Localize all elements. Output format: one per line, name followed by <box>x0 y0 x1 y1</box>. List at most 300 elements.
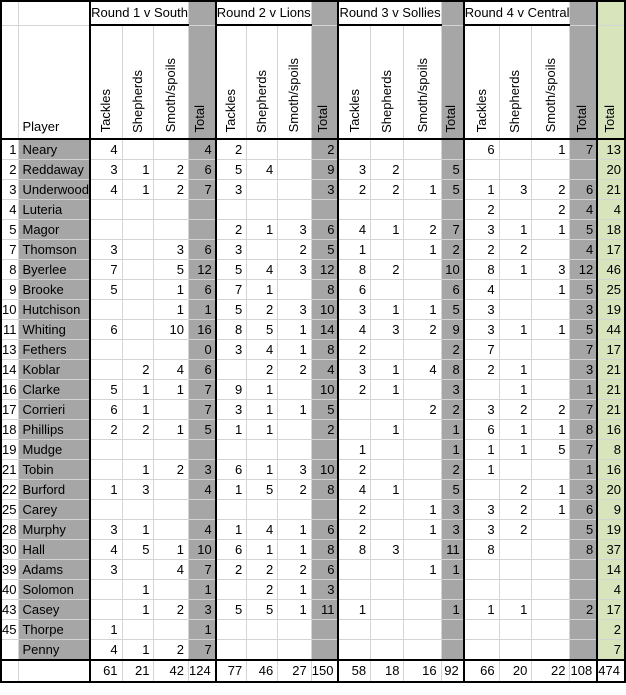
round-total-cell: 5 <box>570 319 597 339</box>
stat-cell: 7 <box>216 279 247 299</box>
stat-cell: 3 <box>278 259 311 279</box>
stat-cell <box>499 199 532 219</box>
round-3-stat-header <box>441 25 464 139</box>
round-total-cell: 7 <box>188 379 215 399</box>
stat-cell: 2 <box>338 339 370 359</box>
column-total: 20 <box>499 660 532 682</box>
stat-cell: 1 <box>247 379 278 399</box>
stat-cell: 5 <box>247 319 278 339</box>
stat-cell: 1 <box>532 219 570 239</box>
round-total-cell: 6 <box>311 219 338 239</box>
stat-cell: 3 <box>499 179 532 199</box>
stat-cell: 2 <box>154 459 189 479</box>
number-header <box>1 25 19 139</box>
grand-total-header <box>597 25 625 139</box>
stat-cell: 7 <box>464 339 499 359</box>
player-grand-total: 44 <box>597 319 625 339</box>
round-total-cell <box>570 579 597 599</box>
stat-cell <box>532 539 570 559</box>
player-number: 9 <box>1 279 19 299</box>
stat-cell: 3 <box>464 219 499 239</box>
stat-cell: 1 <box>404 299 441 319</box>
round-total-cell: 10 <box>311 299 338 319</box>
stat-cell: 3 <box>464 499 499 519</box>
stat-cell <box>216 499 247 519</box>
round-total-cell: 5 <box>570 219 597 239</box>
stat-cell: 1 <box>371 359 404 379</box>
stat-cell: 1 <box>278 599 311 619</box>
stat-cell: 2 <box>532 199 570 219</box>
stat-cell: 3 <box>216 399 247 419</box>
round-total-cell: 4 <box>188 519 215 539</box>
round-total-cell <box>441 579 464 599</box>
stat-header-label: Tackles <box>346 89 362 133</box>
stat-cell: 1 <box>247 459 278 479</box>
player-grand-total: 16 <box>597 459 625 479</box>
table-row <box>1 559 625 579</box>
column-total: 21 <box>122 660 154 682</box>
stat-cell: 2 <box>499 519 532 539</box>
stat-cell: 1 <box>278 539 311 559</box>
stat-cell: 3 <box>90 239 122 259</box>
stat-cell: 1 <box>154 299 189 319</box>
round-total-cell: 3 <box>570 299 597 319</box>
player-name: Thorpe <box>19 619 90 639</box>
stat-cell: 1 <box>216 419 247 439</box>
stat-cell: 4 <box>338 479 370 499</box>
table-row <box>1 379 625 399</box>
round-total-cell: 6 <box>570 499 597 519</box>
round-total-cell: 2 <box>311 419 338 439</box>
column-total: 150 <box>311 660 338 682</box>
stat-cell <box>499 579 532 599</box>
round-4-title: Round 4 v Central <box>464 1 570 25</box>
stat-cell <box>122 559 154 579</box>
stat-cell: 1 <box>154 379 189 399</box>
player-name: Reddaway <box>19 159 90 179</box>
stat-cell: 1 <box>122 159 154 179</box>
stat-cell <box>122 499 154 519</box>
stat-cell <box>154 519 189 539</box>
stat-cell <box>532 379 570 399</box>
round-total-cell: 11 <box>441 539 464 559</box>
stat-cell: 2 <box>338 179 370 199</box>
stat-cell <box>154 219 189 239</box>
table-row <box>1 519 625 539</box>
stat-cell: 1 <box>532 319 570 339</box>
stat-cell: 2 <box>278 359 311 379</box>
stat-cell: 2 <box>464 239 499 259</box>
round-total-cell: 10 <box>441 259 464 279</box>
player-name: Solomon <box>19 579 90 599</box>
round-2-total-spacer <box>311 1 338 25</box>
stat-cell: 4 <box>247 159 278 179</box>
stat-cell: 5 <box>247 599 278 619</box>
stat-header-label: Tackles <box>98 89 114 133</box>
round-total-cell: 12 <box>188 259 215 279</box>
table-row <box>1 159 625 179</box>
round-total-cell: 8 <box>441 359 464 379</box>
stat-cell <box>499 559 532 579</box>
stat-cell: 6 <box>338 279 370 299</box>
table-row <box>1 359 625 379</box>
stat-cell <box>532 239 570 259</box>
round-total-cell: 8 <box>311 279 338 299</box>
player-name: Koblar <box>19 359 90 379</box>
stat-cell <box>404 439 441 459</box>
stat-cell: 3 <box>90 159 122 179</box>
table-row <box>1 179 625 199</box>
player-name: Carey <box>19 499 90 519</box>
round-total-cell: 2 <box>441 239 464 259</box>
stat-cell <box>371 619 404 639</box>
round-1-stat-header <box>90 25 122 139</box>
stat-cell <box>90 339 122 359</box>
stat-cell: 1 <box>464 599 499 619</box>
stat-cell <box>122 299 154 319</box>
stat-cell: 1 <box>278 319 311 339</box>
stat-cell: 2 <box>499 479 532 499</box>
round-total-cell: 16 <box>188 319 215 339</box>
round-total-cell: 3 <box>441 499 464 519</box>
player-name: Burford <box>19 479 90 499</box>
stat-cell <box>499 339 532 359</box>
round-total-cell: 2 <box>311 139 338 160</box>
stat-cell: 2 <box>371 179 404 199</box>
player-name: Underwood <box>19 179 90 199</box>
stat-cell <box>216 619 247 639</box>
round-total-cell <box>441 199 464 219</box>
stat-cell <box>338 419 370 439</box>
stat-cell: 1 <box>499 319 532 339</box>
round-2-title: Round 2 v Lions <box>216 1 311 25</box>
stat-header-label: Total <box>192 105 208 133</box>
stat-cell: 2 <box>247 559 278 579</box>
stat-cell: 1 <box>371 479 404 499</box>
player-number: 8 <box>1 259 19 279</box>
stat-cell <box>464 159 499 179</box>
stat-cell: 4 <box>404 359 441 379</box>
table-row <box>1 479 625 499</box>
stat-cell <box>532 599 570 619</box>
round-total-cell: 4 <box>311 359 338 379</box>
round-total-cell <box>188 499 215 519</box>
round-total-cell: 6 <box>311 519 338 539</box>
column-total: 92 <box>441 660 464 682</box>
player-name: Hall <box>19 539 90 559</box>
round-total-cell: 7 <box>188 399 215 419</box>
stat-cell: 1 <box>278 519 311 539</box>
stat-cell <box>532 339 570 359</box>
stat-cell: 1 <box>499 419 532 439</box>
player-number: 28 <box>1 519 19 539</box>
stat-cell: 2 <box>278 559 311 579</box>
stat-cell: 1 <box>499 379 532 399</box>
stat-cell: 2 <box>532 179 570 199</box>
player-grand-total: 2 <box>597 619 625 639</box>
player-number: 21 <box>1 459 19 479</box>
player-grand-total: 9 <box>597 499 625 519</box>
round-total-cell: 12 <box>311 259 338 279</box>
stat-cell <box>371 399 404 419</box>
stat-cell: 1 <box>122 179 154 199</box>
stat-cell <box>154 479 189 499</box>
stat-cell <box>338 559 370 579</box>
stat-cell <box>371 639 404 660</box>
round-total-cell: 1 <box>441 419 464 439</box>
stat-cell: 3 <box>216 179 247 199</box>
stat-cell: 1 <box>464 179 499 199</box>
round-total-cell: 7 <box>441 219 464 239</box>
stat-cell: 1 <box>338 599 370 619</box>
round-total-cell: 4 <box>570 239 597 259</box>
stat-cell <box>499 539 532 559</box>
stat-cell: 1 <box>122 519 154 539</box>
round-total-cell: 4 <box>188 139 215 160</box>
table-row <box>1 639 625 660</box>
stat-cell: 4 <box>247 259 278 279</box>
stat-cell: 2 <box>338 519 370 539</box>
round-total-cell: 3 <box>570 359 597 379</box>
stat-cell: 4 <box>338 319 370 339</box>
column-total: 77 <box>216 660 247 682</box>
player-number: 40 <box>1 579 19 599</box>
stat-cell <box>90 579 122 599</box>
round-total-cell <box>311 619 338 639</box>
stat-cell: 4 <box>247 519 278 539</box>
player-number: 39 <box>1 559 19 579</box>
stat-cell: 2 <box>90 419 122 439</box>
stat-cell: 3 <box>371 319 404 339</box>
stat-cell: 5 <box>247 479 278 499</box>
stat-cell: 3 <box>338 359 370 379</box>
player-grand-total: 17 <box>597 239 625 259</box>
round-total-cell: 5 <box>441 479 464 499</box>
round-total-cell <box>311 499 338 519</box>
round-total-cell: 8 <box>311 339 338 359</box>
stat-cell <box>90 299 122 319</box>
round-total-cell: 7 <box>570 399 597 419</box>
player-grand-total: 46 <box>597 259 625 279</box>
round-total-cell: 6 <box>441 279 464 299</box>
player-grand-total: 20 <box>597 479 625 499</box>
stat-cell <box>404 159 441 179</box>
stat-cell <box>278 639 311 660</box>
stat-cell: 1 <box>499 599 532 619</box>
player-number: 3 <box>1 179 19 199</box>
stat-cell <box>338 639 370 660</box>
stat-cell: 6 <box>464 139 499 160</box>
stat-cell: 2 <box>404 319 441 339</box>
stat-cell: 7 <box>90 259 122 279</box>
player-number: 7 <box>1 239 19 259</box>
round-total-cell: 0 <box>188 339 215 359</box>
player-grand-total: 14 <box>597 559 625 579</box>
round-total-cell: 3 <box>441 519 464 539</box>
round-3-stat-header <box>371 25 404 139</box>
stat-cell <box>404 579 441 599</box>
player-name: Whiting <box>19 319 90 339</box>
player-name: Luteria <box>19 199 90 219</box>
stat-cell: 2 <box>122 419 154 439</box>
table-row <box>1 199 625 219</box>
player-name: Corrieri <box>19 399 90 419</box>
stat-header-label: Total <box>573 105 589 133</box>
stat-cell: 2 <box>154 159 189 179</box>
stat-cell <box>154 439 189 459</box>
stat-cell <box>122 339 154 359</box>
stat-cell: 3 <box>371 539 404 559</box>
round-total-cell: 8 <box>311 479 338 499</box>
stat-cell: 3 <box>216 339 247 359</box>
round-total-cell: 2 <box>570 599 597 619</box>
stat-cell: 3 <box>278 459 311 479</box>
stat-cell: 1 <box>338 239 370 259</box>
stat-cell: 1 <box>154 279 189 299</box>
stat-header-label: Total <box>315 105 331 133</box>
player-number: 22 <box>1 479 19 499</box>
stat-cell <box>464 559 499 579</box>
stat-cell: 8 <box>338 259 370 279</box>
stat-cell <box>247 199 278 219</box>
stat-cell: 2 <box>499 499 532 519</box>
stat-cell <box>338 399 370 419</box>
table-row <box>1 399 625 419</box>
stat-cell: 2 <box>216 559 247 579</box>
stat-cell: 1 <box>404 239 441 259</box>
stat-cell <box>90 199 122 219</box>
round-total-cell: 5 <box>311 239 338 259</box>
player-number: 45 <box>1 619 19 639</box>
stat-cell <box>122 239 154 259</box>
round-1-stat-header <box>188 25 215 139</box>
stat-cell: 1 <box>499 259 532 279</box>
stat-cell: 5 <box>90 379 122 399</box>
stat-cell <box>247 639 278 660</box>
round-2-stat-header <box>247 25 278 139</box>
table-row <box>1 459 625 479</box>
stat-cell: 1 <box>122 399 154 419</box>
table-row <box>1 339 625 359</box>
stat-cell: 2 <box>154 639 189 660</box>
stat-cell <box>90 219 122 239</box>
stat-cell <box>122 439 154 459</box>
player-grand-total: 37 <box>597 539 625 559</box>
stat-cell <box>247 499 278 519</box>
stat-cell: 1 <box>371 219 404 239</box>
stat-cell <box>532 639 570 660</box>
stat-cell <box>404 279 441 299</box>
stat-cell <box>122 319 154 339</box>
round-1-stat-header <box>122 25 154 139</box>
stat-cell: 2 <box>404 399 441 419</box>
stat-cell <box>278 619 311 639</box>
stat-cell: 2 <box>371 259 404 279</box>
player-number: 5 <box>1 219 19 239</box>
stat-cell: 1 <box>532 279 570 299</box>
corner-cell <box>19 1 90 25</box>
stat-cell <box>278 139 311 160</box>
round-3-stat-header <box>404 25 441 139</box>
player-grand-total: 8 <box>597 439 625 459</box>
stat-cell: 1 <box>247 219 278 239</box>
column-total: 61 <box>90 660 122 682</box>
round-total-cell <box>570 159 597 179</box>
player-grand-total: 21 <box>597 179 625 199</box>
round-total-cell <box>441 639 464 660</box>
stat-cell <box>532 159 570 179</box>
stat-cell: 2 <box>338 379 370 399</box>
stat-cell: 4 <box>90 179 122 199</box>
stat-cell <box>90 499 122 519</box>
stat-header-label: Shepherds <box>130 69 145 133</box>
player-grand-total: 17 <box>597 599 625 619</box>
stat-cell: 3 <box>90 519 122 539</box>
table-row <box>1 139 625 160</box>
round-total-cell: 6 <box>188 279 215 299</box>
stat-cell: 9 <box>216 379 247 399</box>
stat-cell <box>122 279 154 299</box>
player-grand-total: 19 <box>597 299 625 319</box>
stat-cell: 1 <box>278 339 311 359</box>
round-total-cell: 5 <box>188 419 215 439</box>
column-total: 124 <box>188 660 215 682</box>
stat-cell <box>247 619 278 639</box>
stat-cell: 8 <box>464 539 499 559</box>
stat-cell: 5 <box>216 259 247 279</box>
stat-cell: 3 <box>464 519 499 539</box>
round-total-cell <box>311 439 338 459</box>
stat-cell <box>532 459 570 479</box>
table-row <box>1 279 625 299</box>
stat-cell: 5 <box>216 599 247 619</box>
round-total-cell: 8 <box>570 419 597 439</box>
player-number: 17 <box>1 399 19 419</box>
player-grand-total: 7 <box>597 639 625 660</box>
round-total-cell: 12 <box>570 259 597 279</box>
stat-cell <box>464 639 499 660</box>
stat-cell: 3 <box>122 479 154 499</box>
stat-cell <box>371 579 404 599</box>
stat-cell <box>404 539 441 559</box>
stat-cell <box>122 219 154 239</box>
stat-cell <box>278 159 311 179</box>
stat-cell: 1 <box>216 519 247 539</box>
table-row <box>1 579 625 599</box>
table-row <box>1 259 625 279</box>
stat-cell <box>122 259 154 279</box>
player-grand-total: 21 <box>597 379 625 399</box>
player-name: Tobin <box>19 459 90 479</box>
stat-cell: 1 <box>371 379 404 399</box>
player-name: Mudge <box>19 439 90 459</box>
stat-cell <box>404 379 441 399</box>
stat-cell <box>90 439 122 459</box>
stat-cell: 3 <box>532 259 570 279</box>
stat-cell: 6 <box>216 539 247 559</box>
player-name: Murphy <box>19 519 90 539</box>
round-total-cell: 9 <box>441 319 464 339</box>
stat-cell: 10 <box>154 319 189 339</box>
stat-cell: 2 <box>464 199 499 219</box>
round-total-cell <box>311 639 338 660</box>
player-number: 14 <box>1 359 19 379</box>
table-row <box>1 619 625 639</box>
player-grand-total: 21 <box>597 359 625 379</box>
stat-cell: 1 <box>247 279 278 299</box>
player-number: 11 <box>1 319 19 339</box>
stat-cell: 1 <box>532 139 570 160</box>
